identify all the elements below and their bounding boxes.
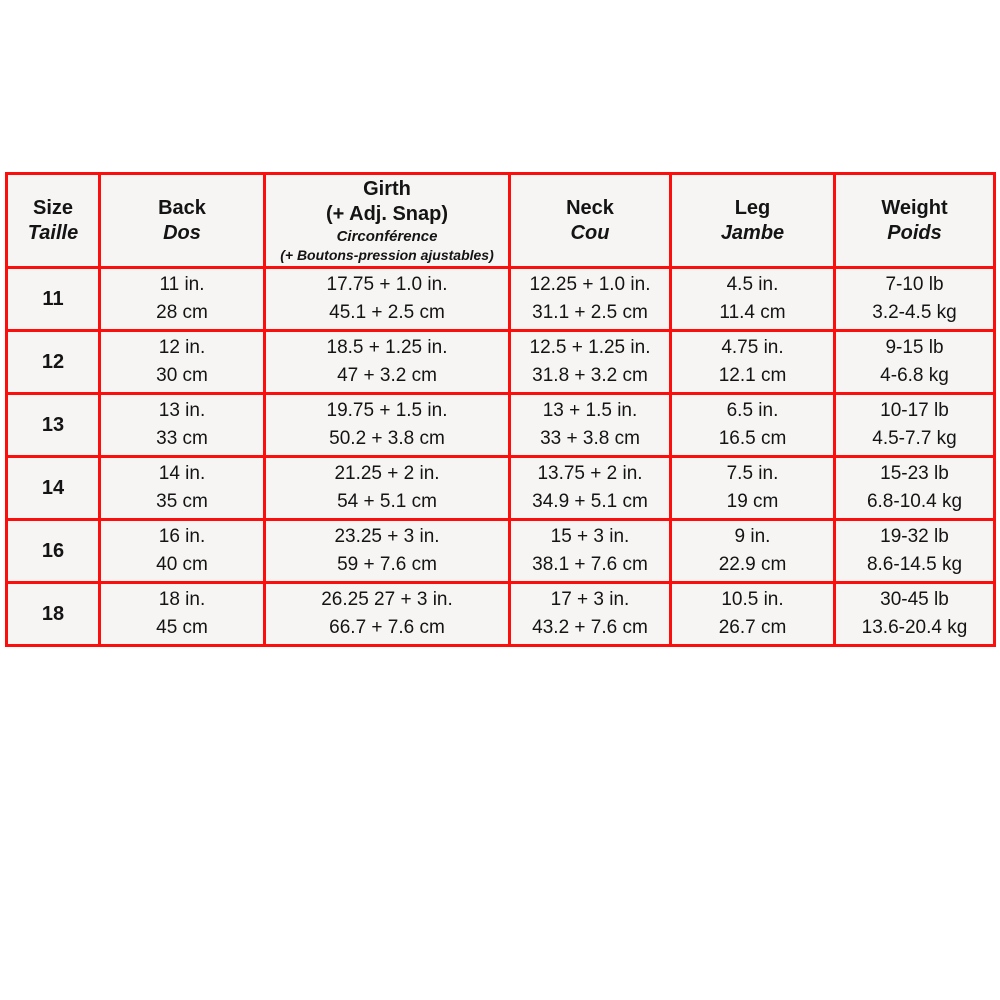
back-value: 13 in. [158,400,206,421]
neck-value: 12.25 + 1.0 in. [529,274,651,295]
leg-value: 4.5 in. [726,274,779,295]
neck-value: 31.8 + 3.2 cm [532,365,648,386]
col-header-leg [671,174,835,268]
back-value: 12 in. [158,337,206,358]
leg-value: 6.5 in. [726,400,779,421]
girth-cell [265,457,510,520]
col-label-back-en: Back [158,196,206,219]
back-value: 28 cm [156,302,208,323]
back-cell [100,268,265,331]
leg-value: 10.5 in. [721,589,784,610]
weight-cell [835,583,995,646]
col-label-size-fr: Taille [27,221,79,244]
weight-value: 13.6-20.4 kg [861,617,968,638]
neck-cell [510,394,671,457]
neck-cell [510,583,671,646]
back-value: 40 cm [156,554,208,575]
girth-value: 66.7 + 7.6 cm [329,617,445,638]
table-row [7,457,995,520]
weight-cell [835,457,995,520]
leg-value: 11.4 cm [719,302,786,323]
weight-value: 6.8-10.4 kg [866,491,963,512]
weight-value: 30-45 lb [880,589,949,610]
back-value: 45 cm [156,617,208,638]
girth-value: 18.5 + 1.25 in. [326,337,448,358]
sizing-table-body [7,268,995,646]
girth-cell [265,520,510,583]
weight-value: 8.6-14.5 kg [866,554,963,575]
girth-value: 59 + 7.6 cm [337,554,437,575]
back-cell [100,457,265,520]
col-label-leg-en: Leg [734,196,771,219]
back-value: 33 cm [156,428,208,449]
col-label-neck-fr: Cou [570,221,610,244]
table-row [7,394,995,457]
weight-cell [835,520,995,583]
size-cell: 12 [7,331,100,394]
table-row [7,520,995,583]
col-label-girth-fr2: (+ Boutons-pression ajustables) [280,247,494,263]
weight-value: 10-17 lb [880,400,949,421]
weight-cell [835,331,995,394]
back-value: 30 cm [156,365,208,386]
col-label-neck-en: Neck [566,196,614,219]
neck-cell [510,268,671,331]
back-value: 35 cm [156,491,208,512]
weight-value: 19-32 lb [880,526,949,547]
leg-value: 9 in. [734,526,771,547]
neck-cell [510,520,671,583]
back-value: 14 in. [158,463,206,484]
col-label-weight-fr: Poids [887,221,942,244]
size-cell: 13 [7,394,100,457]
size-cell: 16 [7,520,100,583]
col-label-size-en: Size [32,196,74,219]
neck-value: 43.2 + 7.6 cm [532,617,648,638]
col-header-weight [835,174,995,268]
leg-value: 12.1 cm [718,365,787,386]
girth-cell [265,331,510,394]
back-cell [100,394,265,457]
girth-value: 47 + 3.2 cm [337,365,437,386]
back-cell [100,331,265,394]
neck-value: 12.5 + 1.25 in. [529,337,651,358]
col-label-leg-fr: Jambe [720,221,785,244]
back-value: 11 in. [159,274,205,295]
neck-cell [510,331,671,394]
weight-value: 4-6.8 kg [880,365,949,386]
size-cell: 14 [7,457,100,520]
col-label-girth-en: Girth [363,178,411,200]
header-row [7,174,995,268]
girth-value: 26.25 27 + 3 in. [321,589,453,610]
leg-cell [671,583,835,646]
back-cell [100,583,265,646]
leg-value: 16.5 cm [718,428,787,449]
weight-value: 3.2-4.5 kg [872,302,957,323]
size-cell: 11 [7,268,100,331]
col-label-weight-en: Weight [881,196,948,219]
leg-cell [671,331,835,394]
leg-cell [671,520,835,583]
leg-value: 26.7 cm [718,617,787,638]
sizing-table-header [7,174,995,268]
weight-value: 9-15 lb [885,337,944,358]
leg-cell [671,394,835,457]
table-row [7,583,995,646]
girth-value: 23.25 + 3 in. [334,526,440,547]
leg-value: 4.75 in. [721,337,784,358]
table-row [7,268,995,331]
back-value: 16 in. [158,526,206,547]
back-value: 18 in. [158,589,206,610]
neck-cell [510,457,671,520]
leg-cell [671,457,835,520]
leg-value: 22.9 cm [718,554,787,575]
leg-value: 19 cm [726,491,779,512]
neck-value: 13.75 + 2 in. [537,463,643,484]
col-label-girth-fr: Circonférence [336,228,438,245]
neck-value: 17 + 3 in. [550,589,630,610]
col-header-neck [510,174,671,268]
weight-cell [835,268,995,331]
neck-value: 38.1 + 7.6 cm [532,554,648,575]
weight-value: 15-23 lb [880,463,949,484]
neck-value: 13 + 1.5 in. [542,400,638,421]
girth-value: 19.75 + 1.5 in. [326,400,448,421]
size-cell: 18 [7,583,100,646]
table-row [7,331,995,394]
col-header-back [100,174,265,268]
girth-value: 45.1 + 2.5 cm [329,302,445,323]
girth-cell [265,583,510,646]
girth-value: 17.75 + 1.0 in. [326,274,448,295]
back-cell [100,520,265,583]
col-header-size [7,174,100,268]
girth-value: 50.2 + 3.8 cm [329,428,445,449]
col-label-back-fr: Dos [163,221,201,244]
weight-value: 4.5-7.7 kg [872,428,957,449]
girth-cell [265,268,510,331]
col-header-girth [265,174,510,268]
neck-value: 34.9 + 5.1 cm [532,491,648,512]
girth-cell [265,394,510,457]
col-label-girth-en2: (+ Adj. Snap) [325,203,449,225]
girth-value: 21.25 + 2 in. [334,463,440,484]
girth-value: 54 + 5.1 cm [337,491,437,512]
leg-cell [671,268,835,331]
neck-value: 31.1 + 2.5 cm [532,302,648,323]
leg-value: 7.5 in. [726,463,779,484]
weight-value: 7-10 lb [885,274,944,295]
sizing-table [5,172,996,647]
neck-value: 33 + 3.8 cm [540,428,640,449]
weight-cell [835,394,995,457]
neck-value: 15 + 3 in. [550,526,630,547]
